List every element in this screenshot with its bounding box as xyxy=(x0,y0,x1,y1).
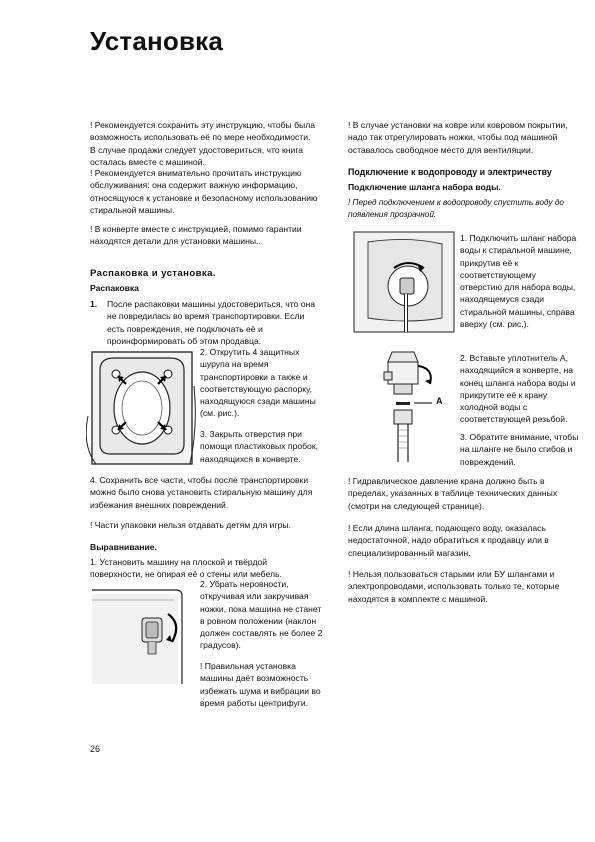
machine-rear-illustration xyxy=(86,346,198,468)
step-3: 3. Закрыть отверстия при помощи пластиковых пробок, находящихся в конверте. xyxy=(200,429,318,464)
leveling-step-1: 1. Установить машину на плоской и твёрдой поверхности, не опирая её о стены или мебель. xyxy=(90,557,282,580)
hose-connection-illustration xyxy=(348,228,458,338)
step-1-number: 1. xyxy=(90,299,98,309)
intro-read-manual: ! Рекомендуется внимательно прочитать инструкцию обслуживания: она содержит важную информацию, относящуюся к установке и безопасному использованию стиральной машины. xyxy=(90,168,318,215)
old-hoses-note: ! Нельзя пользоваться старыми или БУ шлангами и электропроводами, использовать только те, которые находятся в комплекте с машиной. xyxy=(348,569,560,604)
leveling-note: ! Правильная установка машины даёт возможность избежать шума и вибрации во время работы центрифуги. xyxy=(200,661,321,708)
intro-envelope: ! В конверте вместе с инструкцией, помимо гарантии находятся детали для установки машины.. xyxy=(90,224,302,247)
page-number: 26 xyxy=(90,744,101,754)
pressure-note: ! Гидравлическое давление крана должно быть в пределах, указанных в таблице технических данных (смотри на следующей странице). xyxy=(348,476,558,511)
hose-length-note: ! Если длина шланга, подающего воду, оказалась недостаточной, надо обратиться к продавцу или в специализированный магазин. xyxy=(348,523,549,558)
step-4: 4. Сохранить все части, чтобы после транспортировки можно было снова установить стиральную машину для избежания внешних повреждений. xyxy=(90,475,313,510)
hose-heading: Подключение шланга набора воды. xyxy=(348,182,501,192)
leveling-foot-illustration xyxy=(88,580,196,688)
hose-step-2: 2. Вставьте уплотнитель А, находящийся в конверте, на конец шланга набора воды и прикрутите её к крану холодной воды с соответствующей резьбой. xyxy=(460,353,576,425)
unpacking-subheading: Распаковка xyxy=(90,283,139,293)
packaging-warning: ! Части упаковки нельзя отдавать детям для игры. xyxy=(90,520,291,530)
hose-italic-note: ! Перед подключением к водопроводу спустить воду до появления прозрачной. xyxy=(348,198,564,219)
seal-label-a: A xyxy=(436,396,443,406)
unpacking-heading: Распаковка и установка. xyxy=(90,268,216,279)
hose-step-3: 3. Обратите внимание, чтобы на шланге не было сгибов и повреждений. xyxy=(460,432,579,467)
step-2: 2. Открутить 4 защитных шурупа на время транспортировки а также и соответствующую распорку, находящуюся сзади машины (см. рис.). xyxy=(200,347,316,419)
hose-step-1: 1. Подключить шланг набора воды к стиральной машине, прикрутив её к соответствующему отверстию для набора воды, находящемуся сзади стиральной машины, справа вверху (см. рис.). xyxy=(460,233,577,330)
water-electricity-heading: Подключение к водопроводу и электричеству xyxy=(348,167,552,177)
step-1-text: После распаковки машины удостовериться, что она не повредилась во время транспортировки. Если есть повреждения, не подключать её и проинформировать об этом продавца. xyxy=(107,299,316,346)
page-title: Установка xyxy=(90,26,224,56)
leveling-heading: Выравнивание. xyxy=(90,542,157,552)
step-1 xyxy=(90,298,322,347)
intro-keep-manual: ! Рекомендуется сохранить эту инструкцию, чтобы была возможность использовать её по мере необходимости. В случае продажи следует удостовериться, что книга осталась вместе с машиной. xyxy=(90,120,315,167)
carpet-note: ! В случае установки на ковре или ковровом покрытии, надо так отрегулировать ножки, чтобы под машиной оставалось свободное место для вентиляции. xyxy=(348,120,568,155)
leveling-step-2: 2. Убрать неровности, откручивая или закручивая ножки, пока машина не станет в ровном положении (наклон должен составлять не более 2 градусов). xyxy=(200,579,323,651)
